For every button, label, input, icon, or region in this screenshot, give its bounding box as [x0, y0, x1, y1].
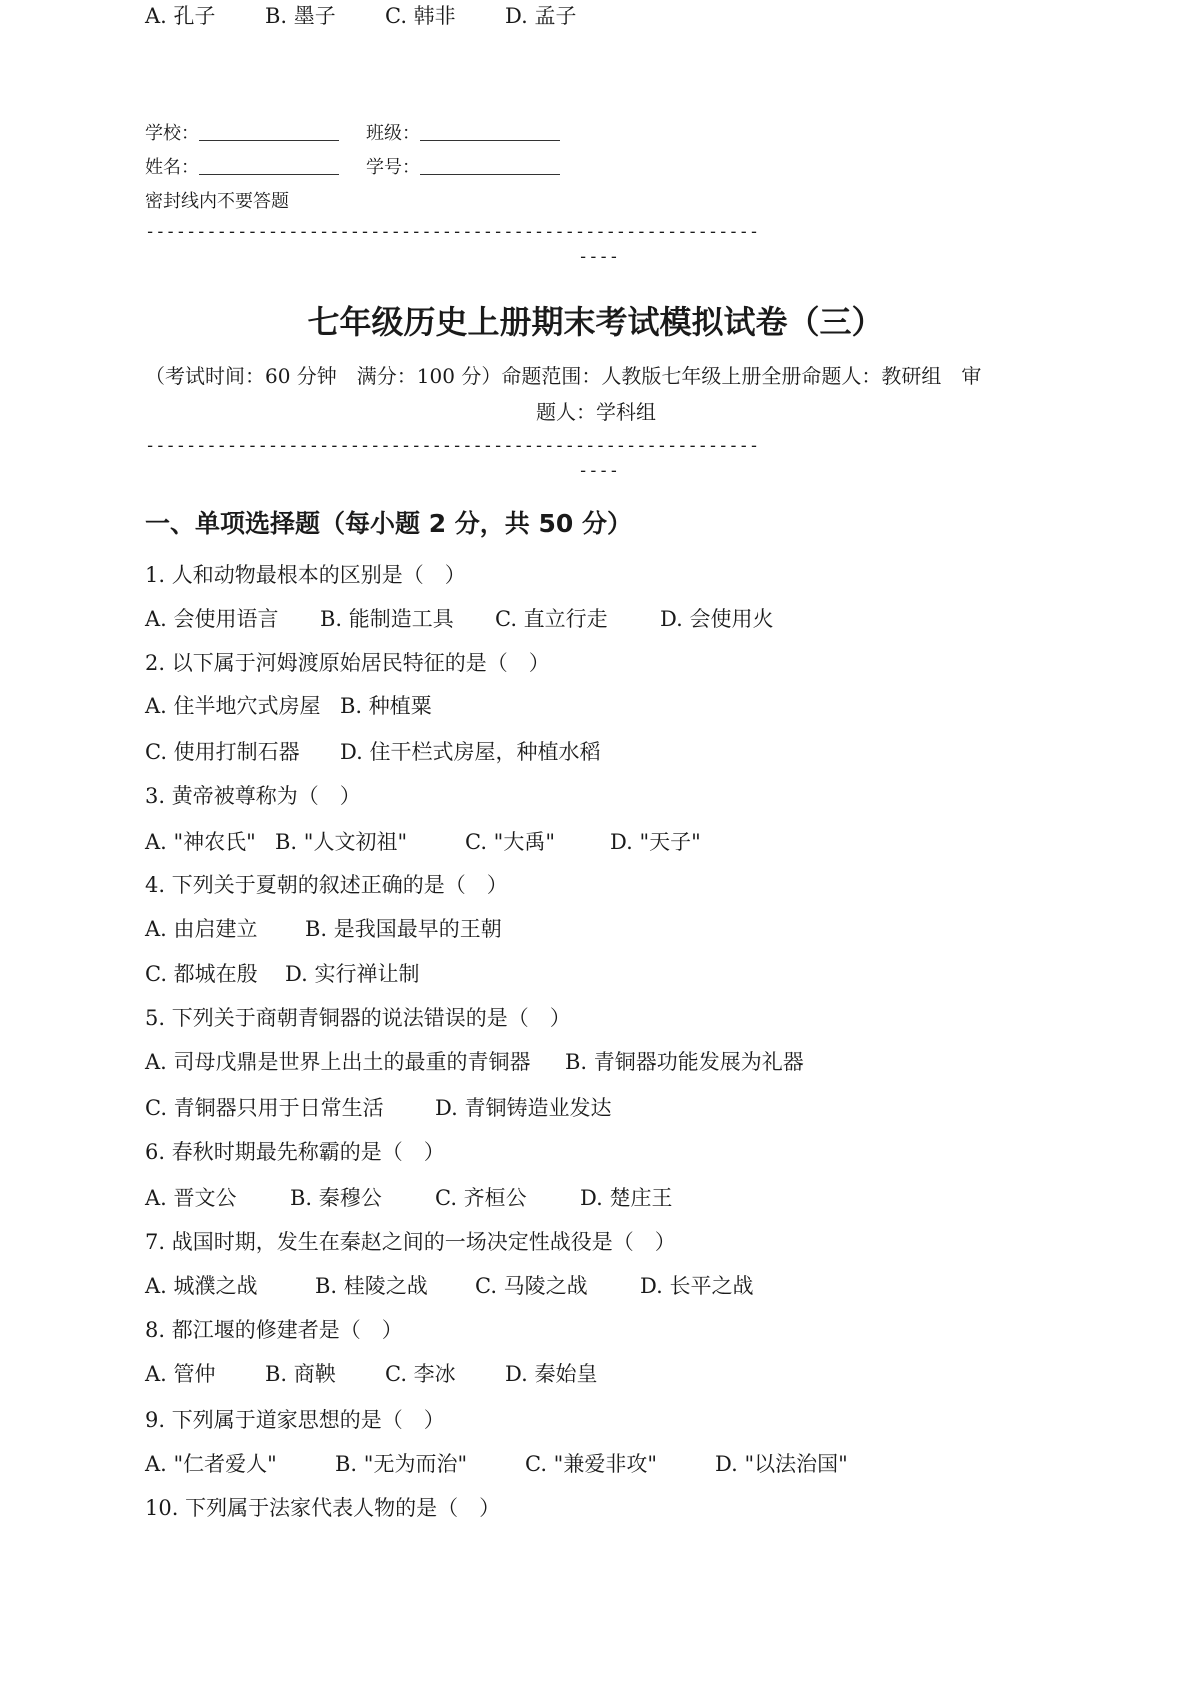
option-d[interactable]: D. 孟子 [505, 4, 577, 28]
question-stem: 2. 以下属于河姆渡原始居民特征的是（ ） [145, 651, 550, 675]
option-c[interactable]: C. "大禹" [465, 830, 555, 854]
exam-info-line1: （考试时间：60 分钟 满分：100 分）命题范围：人教版七年级上册全册命题人：教研组 审 [145, 364, 982, 388]
info-dash-line: ------------------------------------------------------------ [145, 436, 760, 456]
option-b[interactable]: B. 秦穆公 [290, 1186, 382, 1210]
option-d[interactable]: D. "天子" [610, 830, 701, 854]
info-dash-tail: ---- [578, 461, 619, 481]
option-a[interactable]: A. 住半地穴式房屋 [145, 694, 321, 718]
exam-info-line2: 题人：学科组 [536, 400, 656, 424]
option-a[interactable]: A. 由启建立 [145, 917, 258, 941]
option-b[interactable]: B. "无为而治" [335, 1452, 468, 1476]
name-label: 姓名： [145, 157, 199, 178]
id-blank[interactable] [420, 156, 560, 175]
option-c[interactable]: C. "兼爱非攻" [525, 1452, 657, 1476]
option-a[interactable]: A. 孔子 [145, 4, 216, 28]
option-b[interactable]: D. 青铜铸造业发达 [435, 1096, 612, 1120]
school-blank[interactable] [199, 122, 339, 141]
name-blank[interactable] [199, 156, 339, 175]
option-b[interactable]: B. 是我国最早的王朝 [305, 917, 502, 941]
question-stem: 4. 下列关于夏朝的叙述正确的是（ ） [145, 873, 508, 897]
id-label: 学号： [366, 157, 420, 178]
option-c[interactable]: C. 马陵之战 [475, 1274, 588, 1298]
question-stem: 7. 战国时期，发生在秦赵之间的一场决定性战役是（ ） [145, 1230, 676, 1254]
option-d[interactable]: D. 楚庄王 [580, 1186, 673, 1210]
seal-dash-tail: ---- [578, 247, 619, 267]
option-b[interactable]: B. 墨子 [265, 4, 336, 28]
class-label: 班级： [366, 123, 420, 144]
class-blank[interactable] [420, 122, 560, 141]
option-c[interactable]: C. 齐桓公 [435, 1186, 527, 1210]
question-stem: 6. 春秋时期最先称霸的是（ ） [145, 1140, 445, 1164]
option-a[interactable]: C. 都城在殷 [145, 962, 258, 986]
option-a[interactable]: A. 会使用语言 [145, 607, 279, 631]
id-field [366, 153, 560, 179]
option-a[interactable]: A. 城濮之战 [145, 1274, 258, 1298]
option-b[interactable]: B. 种植粟 [340, 694, 432, 718]
option-a[interactable]: C. 青铜器只用于日常生活 [145, 1096, 384, 1120]
option-d[interactable]: D. 秦始皇 [505, 1362, 598, 1386]
option-c[interactable]: C. 韩非 [385, 4, 456, 28]
question-stem: 10. 下列属于法家代表人物的是（ ） [145, 1496, 501, 1520]
question-stem: 1. 人和动物最根本的区别是（ ） [145, 563, 466, 587]
option-d[interactable]: D. 会使用火 [660, 607, 774, 631]
option-b[interactable]: B. 能制造工具 [320, 607, 454, 631]
option-b[interactable]: B. 商鞅 [265, 1362, 336, 1386]
option-a[interactable]: C. 使用打制石器 [145, 740, 300, 764]
option-d[interactable]: D. 长平之战 [640, 1274, 754, 1298]
option-b[interactable]: B. "人文初祖" [275, 830, 408, 854]
option-c[interactable]: C. 直立行走 [495, 607, 608, 631]
option-b[interactable]: B. 桂陵之战 [315, 1274, 428, 1298]
option-a[interactable]: A. "神农氏" [145, 830, 256, 854]
school-label: 学校： [145, 123, 199, 144]
option-c[interactable]: C. 李冰 [385, 1362, 456, 1386]
exam-title: 七年级历史上册期末考试模拟试卷（三） [307, 303, 884, 341]
question-stem: 8. 都江堰的修建者是（ ） [145, 1318, 403, 1342]
seal-dash-line: ------------------------------------------------------------ [145, 222, 760, 242]
option-a[interactable]: A. 司母戊鼎是世界上出土的最重的青铜器 [145, 1050, 531, 1074]
option-b[interactable]: D. 住干栏式房屋，种植水稻 [340, 740, 601, 764]
question-stem: 5. 下列关于商朝青铜器的说法错误的是（ ） [145, 1006, 571, 1030]
option-a[interactable]: A. 管仲 [145, 1362, 216, 1386]
seal-notice: 密封线内不要答题 [145, 191, 289, 212]
option-a[interactable]: A. "仁者爱人" [145, 1452, 277, 1476]
section-heading: 一、单项选择题（每小题 2 分，共 50 分） [145, 509, 633, 538]
class-field [366, 119, 560, 145]
option-b[interactable]: B. 青铜器功能发展为礼器 [565, 1050, 804, 1074]
school-field [145, 119, 339, 145]
option-a[interactable]: A. 晋文公 [145, 1186, 237, 1210]
question-stem: 3. 黄帝被尊称为（ ） [145, 784, 361, 808]
option-d[interactable]: D. "以法治国" [715, 1452, 848, 1476]
name-field [145, 153, 339, 179]
question-stem: 9. 下列属于道家思想的是（ ） [145, 1408, 445, 1432]
option-b[interactable]: D. 实行禅让制 [285, 962, 420, 986]
